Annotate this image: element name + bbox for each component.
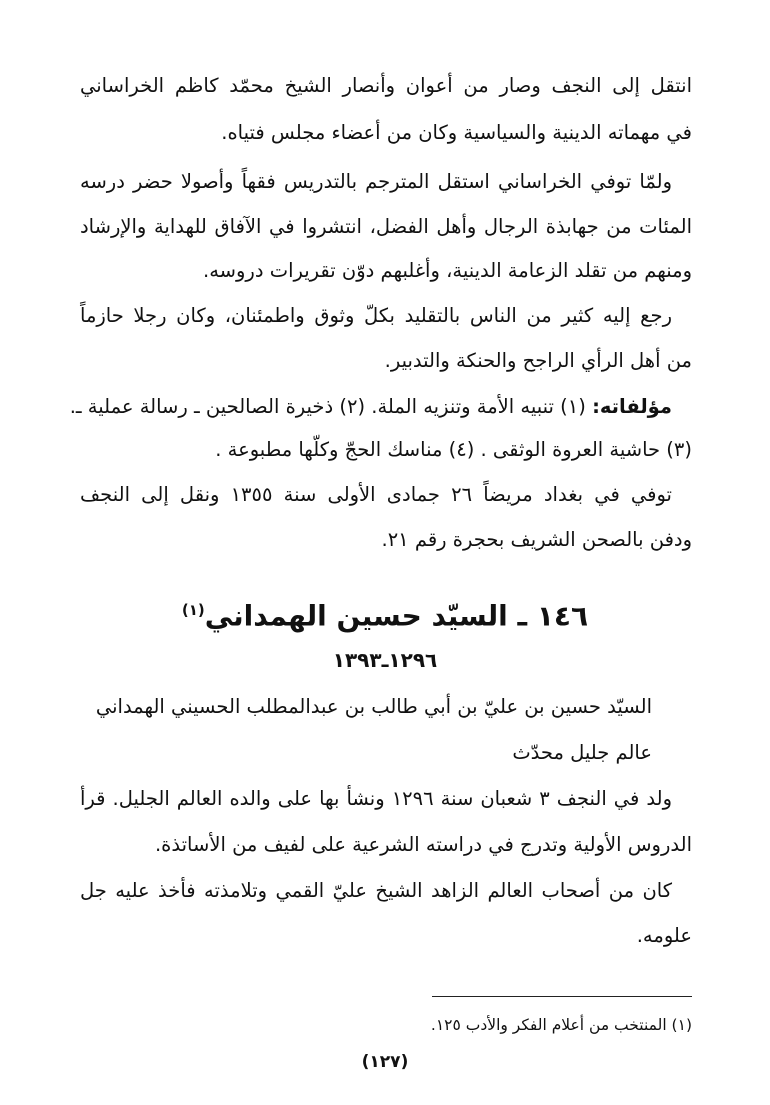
- paragraph-line: المئات من جهابذة الرجال وأهل الفضل، انتشروا في الآفاق للهداية والإرشاد: [80, 215, 692, 238]
- section-title: [0, 590, 770, 636]
- paragraph-line: (٣) حاشية العروة الوثقى . (٤) مناسك الحجّ وكلّها مطبوعة .: [215, 438, 692, 461]
- paragraph-line: توفي في بغداد مريضاً ٢٦ جمادى الأولى سنة ١٣٥٥ ونقل إلى النجف: [80, 483, 672, 506]
- bio-line: علومه.: [636, 924, 692, 947]
- works-line: [70, 393, 672, 421]
- paragraph-line: انتقل إلى النجف وصار من أعوان وأنصار الشيخ محمّد كاظم الخراساني: [80, 74, 692, 97]
- paragraph-line: رجع إليه كثير من الناس بالتقليد بكلّ وثوق واطمئنان، وكان رجلا حازماً: [80, 304, 672, 327]
- footnote-divider: [432, 996, 692, 997]
- paragraph-line: ولمّا توفي الخراساني استقل المترجم بالتدريس فقهاً وأصولا حضر درسه: [80, 170, 672, 193]
- bio-line: عالم جليل محدّث: [512, 741, 652, 764]
- bio-line: كان من أصحاب العالم الزاهد الشيخ عليّ القمي وتلامذته فأخذ عليه جل: [80, 879, 672, 902]
- footnote-marker: (١): [181, 601, 205, 619]
- section-title-text: ١٤٦ ـ السيّد حسين الهمداني: [204, 599, 589, 633]
- works-label: مؤلفاته:: [592, 395, 672, 418]
- page-number: (١٢٧): [361, 1052, 409, 1072]
- bio-line: السيّد حسين بن عليّ بن أبي طالب بن عبدالمطلب الحسيني الهمداني: [95, 695, 652, 718]
- paragraph-line: من أهل الرأي الراجح والحنكة والتدبير.: [384, 349, 692, 372]
- works-text: (١) تنبيه الأمة وتنزيه الملة. (٢) ذخيرة الصالحين ـ رسالة عملية ـ.: [69, 395, 593, 418]
- bio-line: ولد في النجف ٣ شعبان سنة ١٢٩٦ ونشأ بها على والده العالم الجليل. قرأ: [80, 787, 672, 810]
- bio-line: الدروس الأولية وتدرج في دراسته الشرعية على لفيف من الأساتذة.: [154, 833, 692, 856]
- paragraph-line: في مهماته الدينية والسياسية وكان من أعضاء مجلس فتياه.: [221, 121, 692, 144]
- paragraph-line: ومنهم من تقلد الزعامة الدينية، وأغلبهم دوّن تقريرات دروسه.: [203, 259, 692, 282]
- footnote: (١) المنتخب من أعلام الفكر والأدب ١٢٥.: [430, 1016, 692, 1034]
- paragraph-line: ودفن بالصحن الشريف بحجرة رقم ٢١.: [381, 528, 692, 551]
- section-dates: ١٢٩٦ـ١٣٩٣: [332, 648, 438, 672]
